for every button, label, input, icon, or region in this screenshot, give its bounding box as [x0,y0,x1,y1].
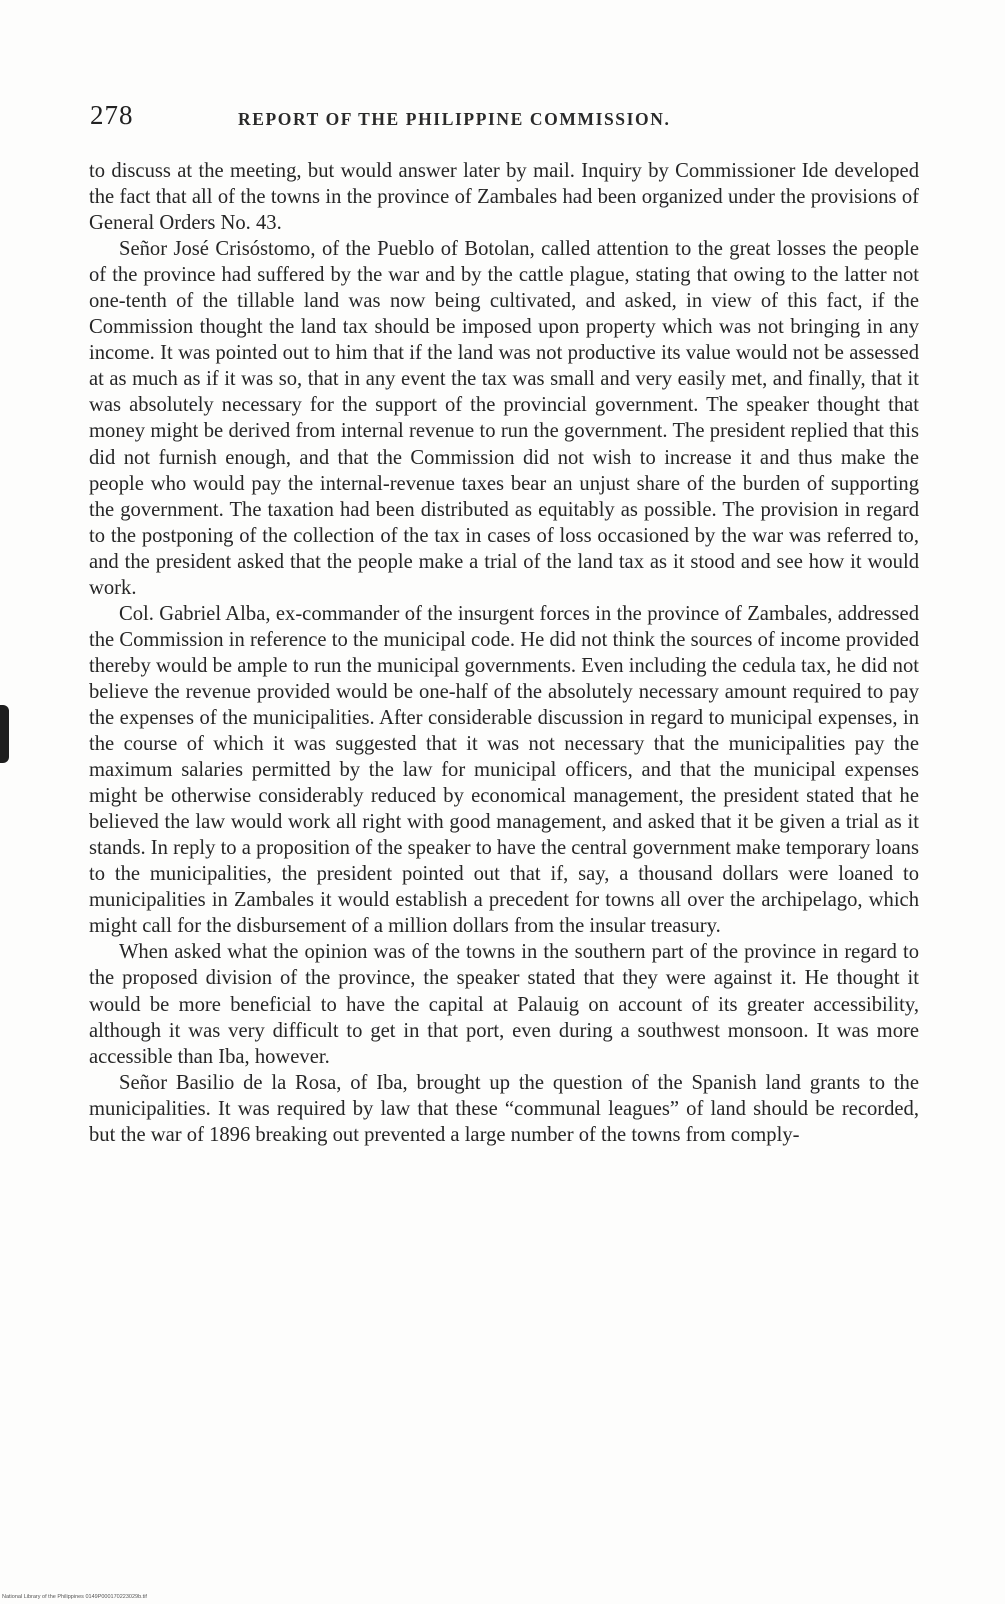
scan-source-note: National Library of the Philippines 0149P000170223029b.tif [2,1594,147,1600]
body-text [89,158,919,1148]
page-number: 278 [90,100,134,130]
paragraph-alba: Col. Gabriel Alba, ex-commander of the insurgent forces in the province of Zambales, addressed the Commission in reference to the municipal code. He did not think the sources of income provided thereby would be ample to run the municipal governments. Even including the cedula tax, he did not believe the revenue provided would be one-half of the absolutely necessary amount required to pay the expenses of the municipalities. After considerable discussion in regard to municipal expenses, in the course of which it was suggested that it was not necessary that the municipalities pay the maximum salaries permitted by the law for municipal officers, and that the municipal expenses might be otherwise considerably reduced by economical management, the president stated that he believed the law would work all right with good management, and asked that it be given a trial as it stands. In reply to a proposition of the speaker to have the central government make temporary loans to the municipalities, the president pointed out that if, say, a thousand dollars were loaned to municipalities in Zambales it would establish a precedent for towns all over the archipelago, which might call for the disbursement of a million dollars from the insular treasury. [89,602,919,938]
running-title: REPORT OF THE PHILIPPINE COMMISSION. [238,109,671,129]
paragraph-crisostomo: Señor José Crisóstomo, of the Pueblo of Botolan, called attention to the great losses the people of the province had suffered by the war and by the cattle plague, stating that owing to the latter not one-tenth of the tillable land was now being cultivated, and asked, in view of this fact, if the Commission thought the land tax should be imposed upon property which was not bringing in any income. It was pointed out to him that if the land was not productive its value would not be assessed at as much as if it was so, that in any event the tax was small and very easily met, and finally, that it was absolutely necessary for the support of the provincial government. The speaker thought that money might be derived from internal revenue to run the government. The president replied that this did not furnish enough, and that the Commission did not wish to increase it and thus make the people who would pay the internal-revenue taxes bear an unjust share of the burden of supporting the government. The taxation had been distributed as equitably as possible. The provision in regard to the postponing of the collection of the tax in cases of loss occasioned by the war was referred to, and the president asked that the people make a trial of the land tax as it stood and see how it would work. [89,238,919,599]
paragraph-continuation: to discuss at the meeting, but would answer later by mail. Inquiry by Commissioner Ide developed the fact that all of the towns in the province of Zambales had been organized under the provisions of General Orders No. 43. [89,160,919,235]
paragraph-southern-towns: When asked what the opinion was of the towns in the southern part of the province in regard to the proposed division of the province, the speaker stated that they were against it. He thought it would be more beneficial to have the capital at Palauig on account of its greater accessibility, although it was very difficult to get in that port, even during a southwest monsoon. It was more accessible than Iba, however. [89,941,919,1068]
running-header [90,100,920,140]
binding-shadow [0,705,9,763]
paragraph-de-la-rosa: Señor Basilio de la Rosa, of Iba, brought up the question of the Spanish land grants to the municipalities. It was required by law that these “communal leagues” of land should be recorded, but the war of 1896 breaking out prevented a large number of the towns from comply- [89,1071,919,1146]
